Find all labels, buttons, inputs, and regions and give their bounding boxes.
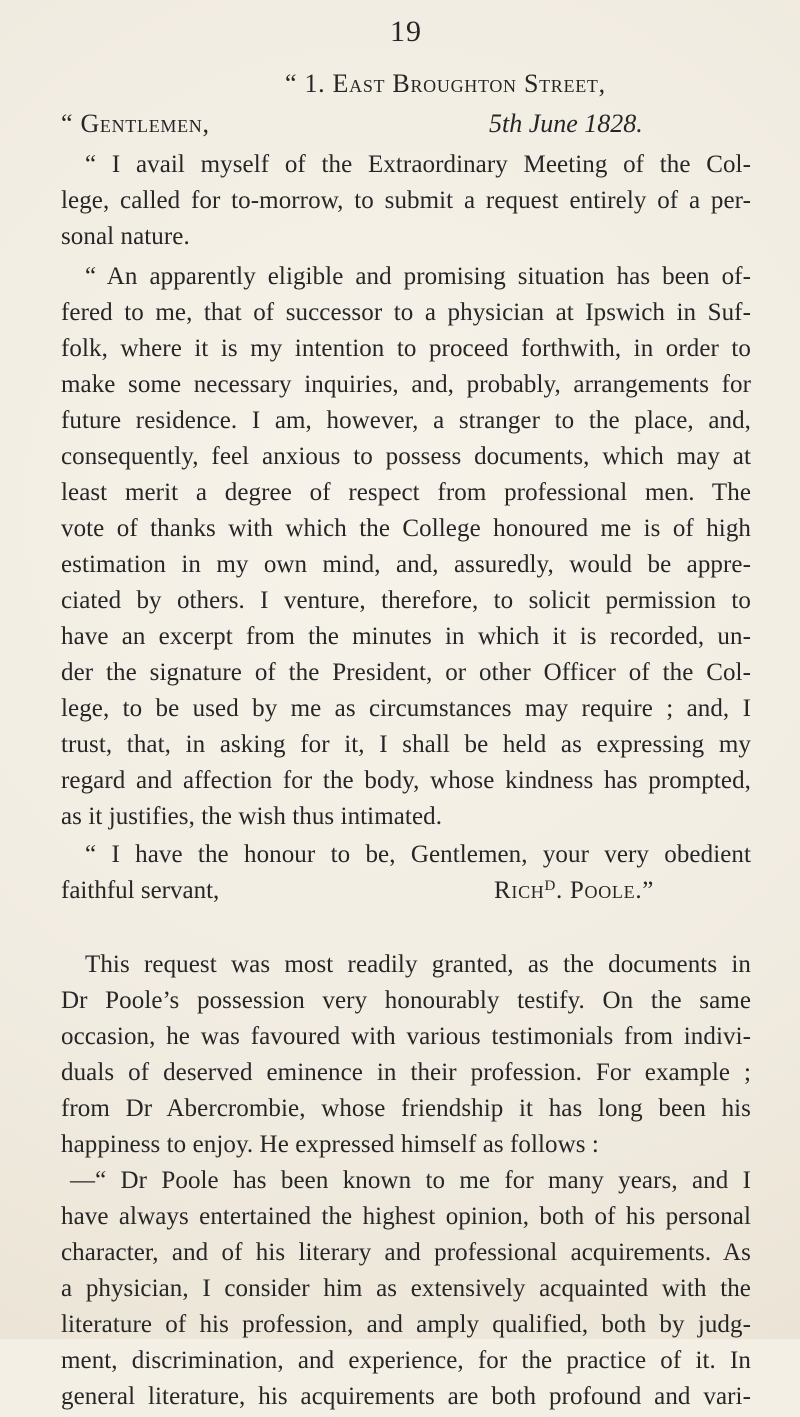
- letter-paragraph-2-line: future residence. I am, however, a stranger to the place, and,: [61, 407, 751, 434]
- narrative-paragraph-line: happiness to enjoy. He expressed himself as follows :: [61, 1131, 599, 1158]
- quoted-testimonial-line: general literature, his acquirements are both profound and vari-: [61, 1383, 751, 1410]
- letter-paragraph-2-line: make some necessary inquiries, and, probably, arrangements for: [61, 371, 751, 398]
- letter-paragraph-2-line: least merit a degree of respect from professional men. The: [61, 479, 751, 506]
- signature-superscript: D: [544, 878, 557, 894]
- quoted-testimonial-line: have always entertained the highest opinion, both of his personal: [61, 1203, 751, 1230]
- letter-closing: “ I have the honour to be, Gentlemen, your very obedient: [85, 841, 751, 868]
- quoted-testimonial-line: ment, discrimination, and experience, for the practice of it. In: [61, 1347, 751, 1374]
- letter-signature-line: [61, 871, 751, 911]
- letter-paragraph-2-line: folk, where it is my intention to proceed forthwith, in order to: [61, 335, 751, 362]
- quoted-testimonial-line: character, and of his literary and professional acquirements. As: [61, 1239, 751, 1266]
- letter-paragraph-2-line: fered to me, that of successor to a physician at Ipswich in Suf-: [61, 299, 751, 326]
- narrative-paragraph-line: duals of deserved eminence in their profession. For example ;: [61, 1059, 751, 1086]
- letter-date: 5th June 1828.: [489, 109, 643, 138]
- quoted-testimonial-line: literature of his profession, and amply qualified, both by judg-: [61, 1311, 751, 1338]
- narrative-paragraph-line: This request was most readily granted, as the documents in: [85, 951, 751, 978]
- letter-paragraph-1-line: lege, called for to-morrow, to submit a request entirely of a per-: [61, 187, 751, 214]
- quoted-testimonial-line: —“ Dr Poole has been known to me for many years, and I: [70, 1167, 751, 1194]
- letter-paragraph-2-line: estimation in my own mind, and, assuredly, would be appre-: [61, 551, 751, 578]
- letter-address: “ 1. East Broughton Street,: [285, 69, 606, 98]
- letter-salutation: “ Gentlemen,: [61, 109, 210, 138]
- letter-signature: [494, 871, 654, 911]
- letter-paragraph-2-line: der the signature of the President, or other Officer of the Col-: [61, 659, 751, 686]
- letter-paragraph-2-line: trust, that, in asking for it, I shall be held as expressing my: [61, 731, 751, 758]
- letter-paragraph-2-line: have an excerpt from the minutes in which it is recorded, un-: [61, 623, 751, 650]
- letter-paragraph-1-line: sonal nature.: [61, 223, 190, 250]
- page-number: 19: [390, 15, 422, 48]
- letter-paragraph-2-line: regard and affection for the body, whose kindness has prompted,: [61, 767, 751, 794]
- signature-suffix: . Poole.”: [556, 877, 655, 904]
- letter-paragraph-2-line: lege, to be used by me as circumstances may require ; and, I: [61, 695, 751, 722]
- narrative-paragraph-line: occasion, he was favoured with various testimonials from indivi-: [61, 1023, 751, 1050]
- letter-paragraph-2-line: “ An apparently eligible and promising situation has been of-: [85, 263, 751, 290]
- letter-paragraph-2-line: consequently, feel anxious to possess documents, which may at: [61, 443, 751, 470]
- letter-paragraph-2-line: vote of thanks with which the College honoured me is of high: [61, 515, 751, 542]
- narrative-paragraph-line: from Dr Abercrombie, whose friendship it has long been his: [61, 1095, 751, 1122]
- narrative-paragraph-line: Dr Poole’s possession very honourably testify. On the same: [61, 987, 751, 1014]
- signature-prefix: Rich: [494, 877, 545, 904]
- letter-paragraph-1-line: “ I avail myself of the Extraordinary Meeting of the Col-: [85, 151, 751, 178]
- quoted-testimonial-line: a physician, I consider him as extensively acquainted with the: [61, 1275, 751, 1302]
- letter-paragraph-2-line: ciated by others. I venture, therefore, to solicit permission to: [61, 587, 751, 614]
- letter-closing-phrase: faithful servant,: [61, 877, 220, 904]
- letter-paragraph-2-line: as it justifies, the wish thus intimated.: [61, 803, 443, 830]
